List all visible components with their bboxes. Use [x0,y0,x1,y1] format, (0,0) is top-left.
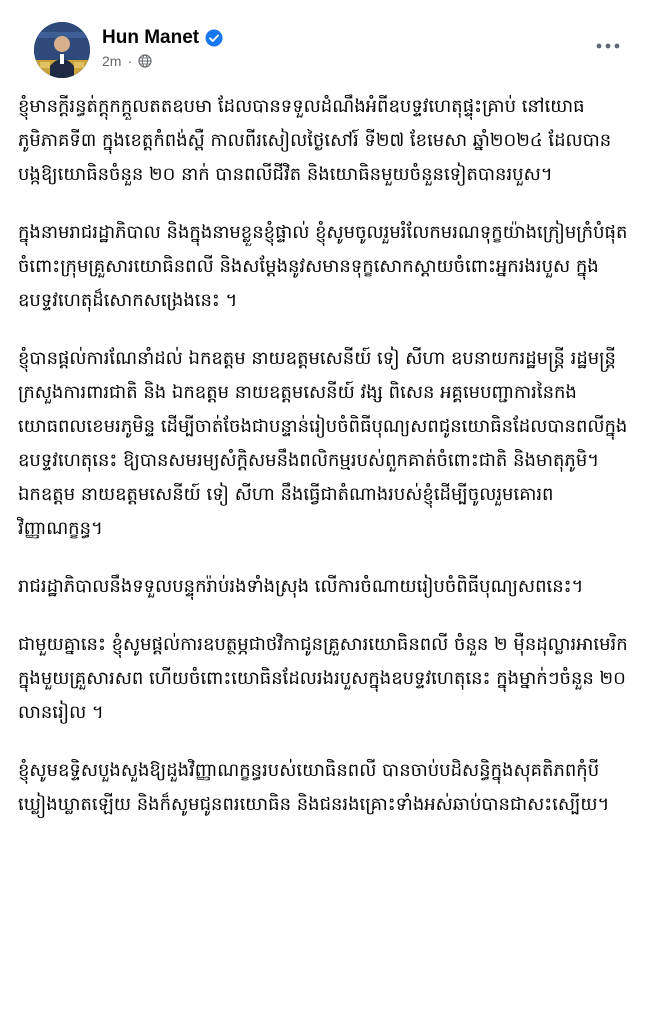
post-meta [102,53,152,69]
verified-badge-icon [205,29,223,47]
meta-separator: · [127,53,133,69]
post-paragraph-1: ខ្ញុំមានក្តីរន្ធត់ក្តុកក្តួលតតឧបមា ដែលបានទទួលដំណឹងអំពីឧបទ្ទវហេតុផ្ទុះគ្រាប់ នៅយោធភូមិភាគទី៣ ក្នុងខេត្តកំពង់ស្ពឺ កាលពីរសៀលថ្ងៃសៅរ៍ ទី២៧ ខែមេសា ឆ្នាំ២០២៤ ដែលបានបង្កឱ្យយោធិនចំនួន ២០ នាក់ បានពលីជីវិត និងយោធិនមួយចំនួនទៀតបានរបួស។ [18,96,612,185]
avatar[interactable] [34,22,90,78]
more-horizontal-icon [596,43,620,49]
post-paragraph-5: រាជរដ្ឋាភិបាលនឹងទទួលបន្ទុករ៉ាប់រងទាំងស្រុង លើការចំណាយរៀបចំពិធីបុណ្យសពនេះ។ [18,576,584,597]
post-body [18,90,638,846]
post-paragraph-4: ឯកឧត្តម នាយឧត្តមសេនីយ៍ ទៀ សីហា នឹងធ្វើជាតំណាងរបស់ខ្ញុំដើម្បីចូលរួមគោរពវិញ្ញាណក្ខន្ធ។ [18,484,554,539]
post-paragraph-2: ក្នុងនាមរាជរដ្ឋាភិបាល និងក្នុងនាមខ្លួនខ្ញុំផ្ទាល់ ខ្ញុំសូមចូលរួមរំលែកមរណទុក្ខយ៉ាងក្រៀមក្រំបំផុតចំពោះក្រុមគ្រួសារយោធិនពលី និងសម្តែងនូវសមានទុក្ខសោកស្តាយចំពោះអ្នករងរបួស ក្នុងឧបទ្ទវហេតុដ៏សោកសង្រេងនេះ ។ [18,222,628,311]
author-name[interactable]: Hun Manet [102,27,200,48]
avatar-photo-icon [34,22,90,78]
more-options-button[interactable] [596,30,620,55]
author-row [102,27,223,49]
post-paragraph-6: ជាមួយគ្នានេះ ខ្ញុំសូមផ្តល់ការឧបត្ថម្ភជាថវិកាជូនគ្រួសារយោធិនពលី ចំនួន ២ ម៉ឺនដុល្លារអាមេរិក ក្នុងមួយគ្រួសារសព ហើយចំពោះយោធិនដែលរងរបួសក្នុងឧបទ្ទវហេតុនេះ ក្នុងម្នាក់ៗចំនួន ២០ លានរៀល ។ [18,634,628,723]
globe-icon[interactable] [138,54,152,68]
post-paragraph-3: ខ្ញុំបានផ្តល់ការណែនាំដល់ ឯកឧត្តម នាយឧត្តមសេនីយ៍ ទៀ សីហា ឧបនាយករដ្ឋមន្ត្រី រដ្ឋមន្ត្រីក្រសួងការពារជាតិ និង ឯកឧត្តម នាយឧត្តមសេនីយ៍ វង្ស ពិសេន អគ្គមេបញ្ជាការនៃកងយោធពលខេមរភូមិន្ទ ដើម្បីចាត់ចែងជាបន្ទាន់រៀបចំពិធីបុណ្យសពជូនយោធិនដែលបានពលីក្នុងឧបទ្ទវហេតុនេះ ឱ្យបានសមរម្យសំក្តិសមនឹងពលិកម្មរបស់ពួកគាត់ចំពោះជាតិ និងមាតុភូមិ។ [18,348,628,471]
post-paragraph-7: ខ្ញុំសូមឧទ្ទិសបួងសួងឱ្យដួងវិញ្ញាណក្ខន្ធរបស់យោធិនពលី បានចាប់បដិសន្ធិក្នុងសុគតិភពកុំបីឃ្លៀងឃ្លាតឡើយ និងក៏សូមជូនពរយោធិន និងជនរងគ្រោះទាំងអស់ឆាប់បានជាសះស្បើយ។ [18,760,610,815]
post-time[interactable]: 2m [102,53,122,69]
post-header [18,0,640,78]
